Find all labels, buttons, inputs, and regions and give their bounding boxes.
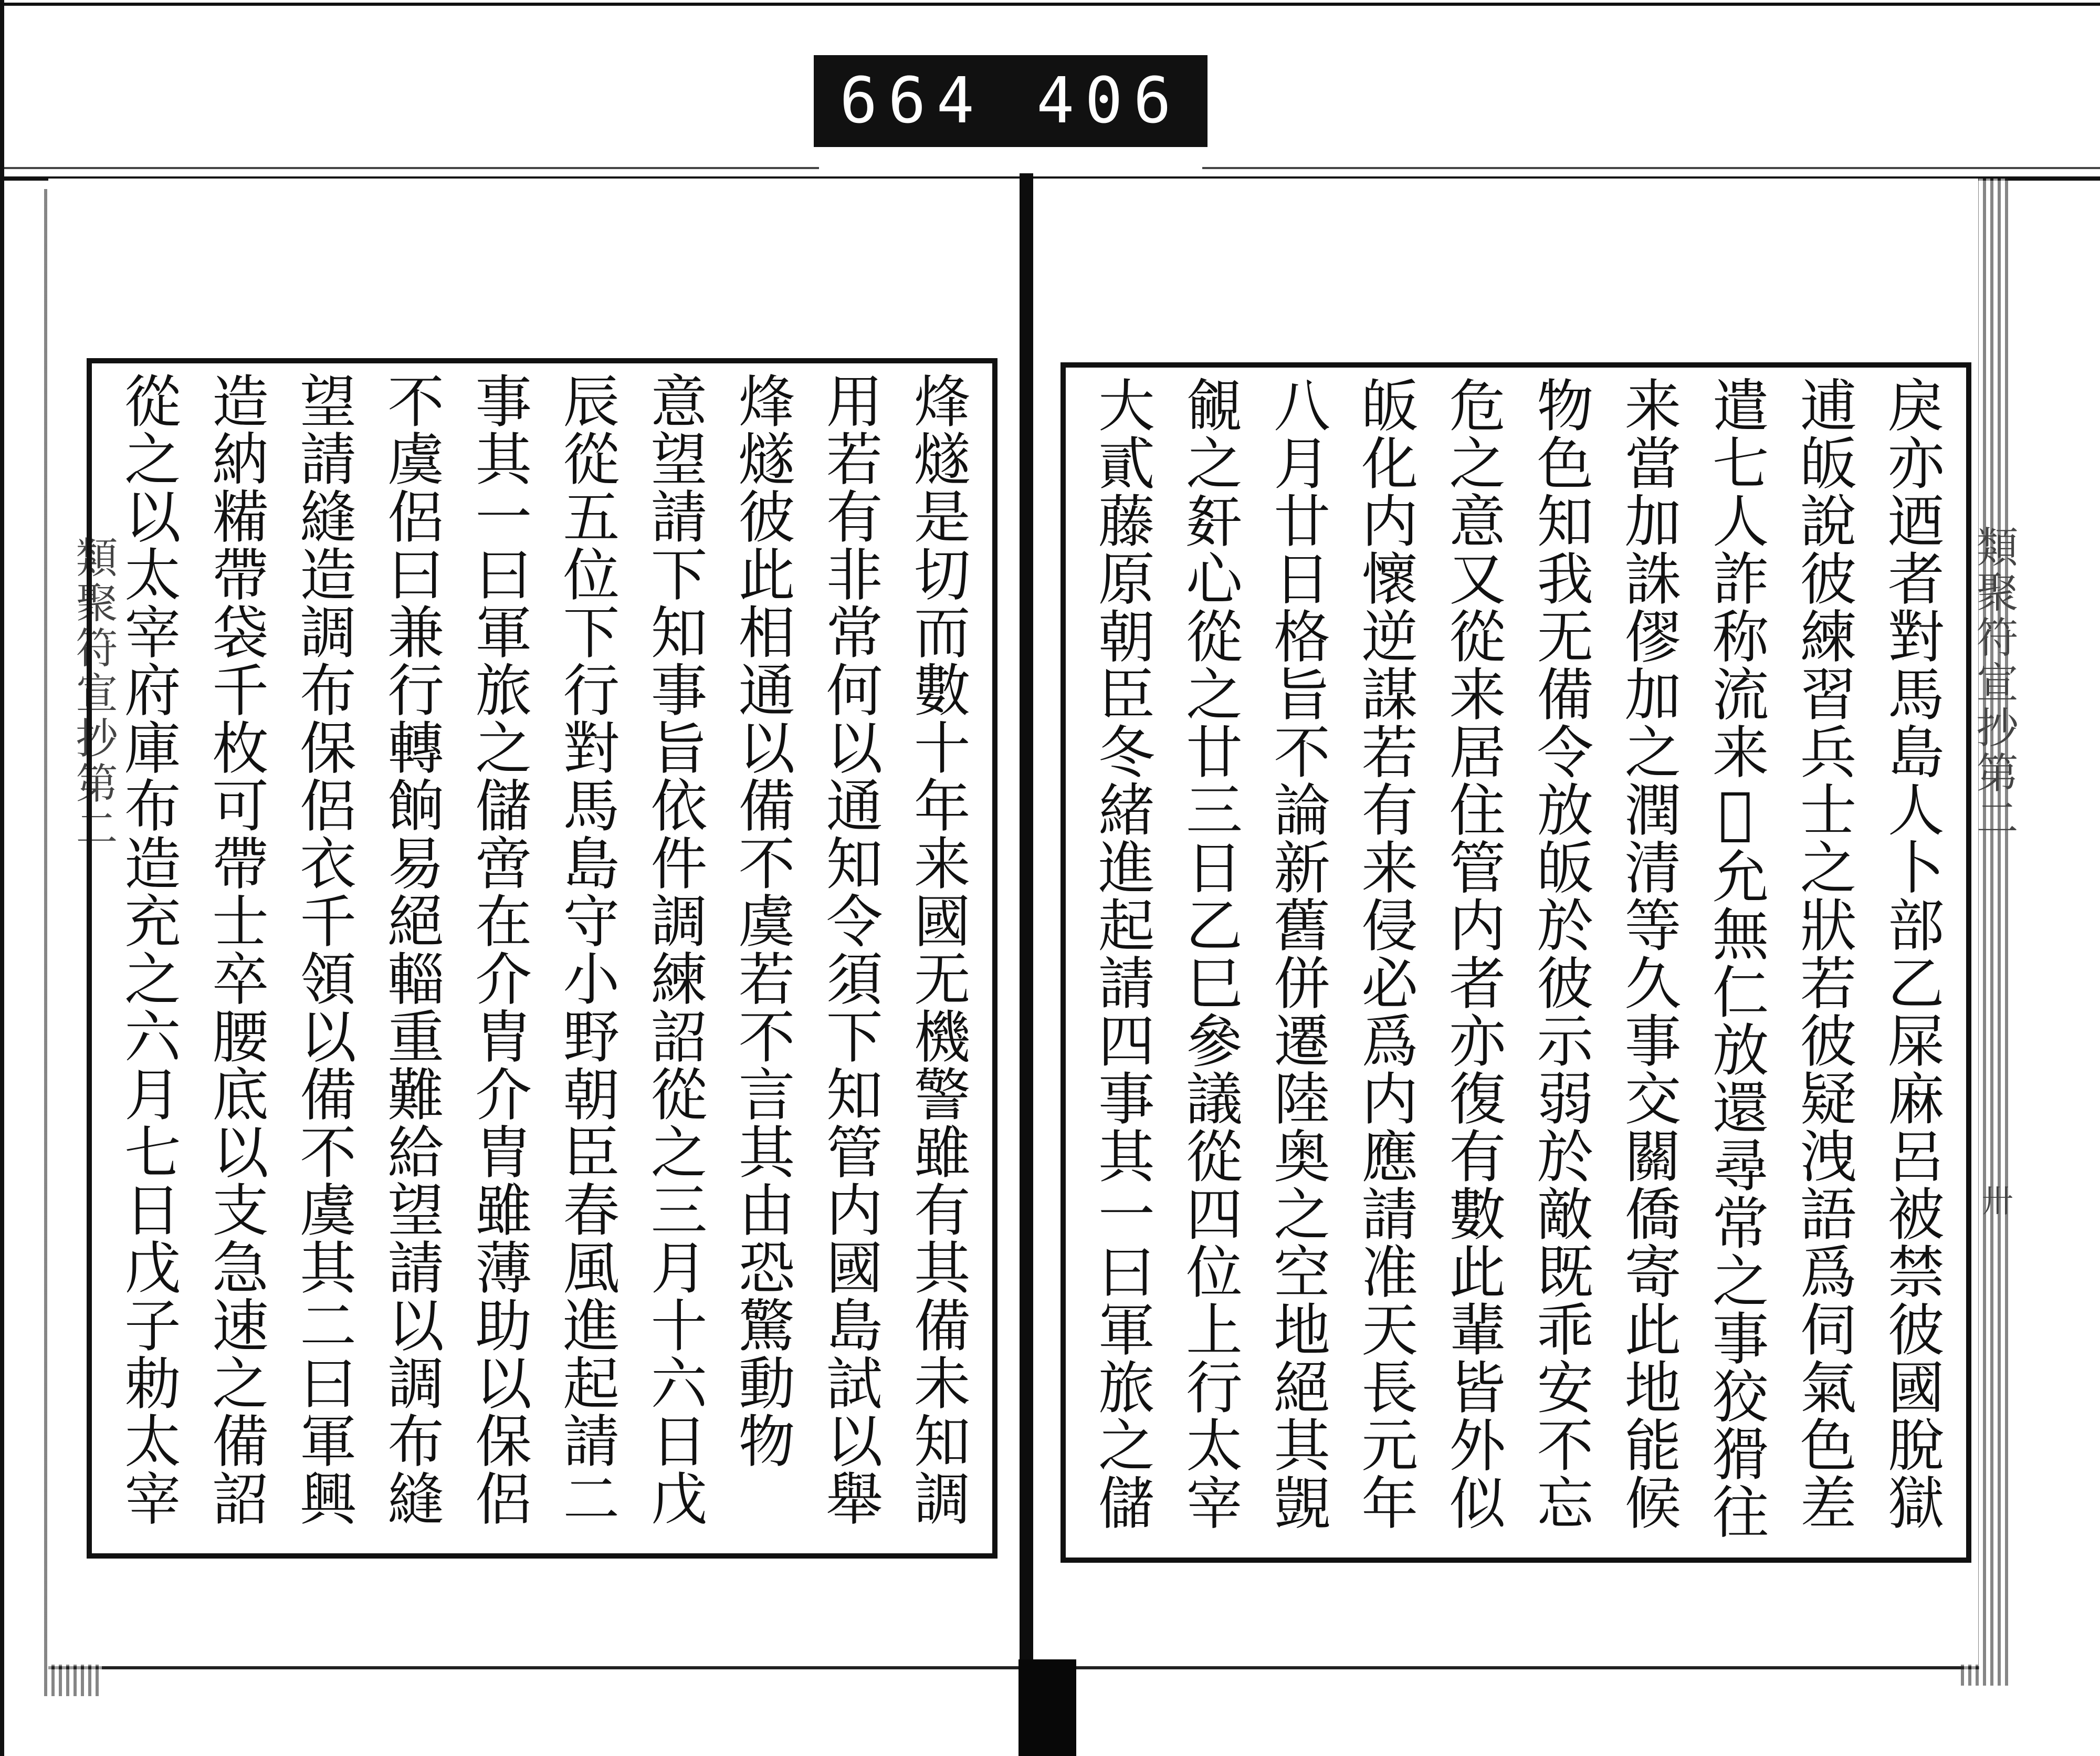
right-margin-title: 類聚符宣抄第二	[1969, 525, 2018, 841]
text-column: 戾亦迺者對馬島人卜部乙屎麻呂被禁彼國脫獄	[1878, 376, 1944, 1531]
text-column: 不虞侶曰兼行轉餉易絕輜重難給望請以調布縫	[377, 372, 444, 1527]
text-column: 八月廿日格旨不論新舊併遷陸奥之空地絕其覬	[1264, 376, 1330, 1531]
text-column: 烽燧彼此相通以備不虞若不言其由恐驚動物	[729, 372, 795, 1469]
text-column: 從之以太宰府庫布造充之六月七日戊子勅太宰	[114, 372, 181, 1527]
book-spine	[1020, 173, 1033, 1756]
text-column: 烽燧是切而數十年来國无機警雖有其備未知調	[904, 372, 970, 1527]
text-column: 覦之姧心從之廿三日乙巳參議從四位上行太宰	[1176, 376, 1242, 1531]
archive-number-right: 406	[1036, 65, 1182, 138]
text-column: 危之意又從来居住管内者亦復有數此輩皆外似	[1439, 376, 1505, 1531]
text-column: 大貳藤原朝臣冬緒進起請四事其一曰軍旅之儲	[1088, 376, 1154, 1531]
book-spine-binding	[1018, 1659, 1076, 1756]
text-column: 辰從五位下行對馬島守小野朝臣春風進起請二	[553, 372, 619, 1527]
archive-number-label	[814, 55, 1208, 147]
text-column: 望請縫造調布保侶衣千領以備不虞其二曰軍興	[290, 372, 356, 1527]
right-folio: 卅	[1982, 1183, 2013, 1220]
text-column: 造納糒帶袋千枚可帶士卒腰底以支急速之備詔	[202, 372, 268, 1527]
archive-number-left: 664	[839, 65, 985, 138]
text-column: 来當加誅僇加之潤清等久事交關僑寄此地能候	[1614, 376, 1681, 1531]
text-column: 逋皈說彼練習兵士之狀若彼疑洩語爲伺氣色差	[1790, 376, 1856, 1531]
text-column: 事其一曰軍旅之儲啻在介胄介胄雖薄助以保侶	[465, 372, 531, 1527]
text-column: 物色知我无備令放皈於彼示弱於敵既乖安不忘	[1527, 376, 1593, 1531]
text-column: 遣七人詐称流来𫅒允無仁放還尋常之事狡猾往	[1703, 376, 1769, 1540]
right-text-frame	[1060, 362, 1971, 1563]
left-text-frame	[87, 358, 998, 1559]
text-column: 皈化内懷逆謀若有来侵必爲内應請准天長元年	[1351, 376, 1418, 1531]
left-margin-title: 類聚符宣抄第二	[69, 536, 118, 852]
text-column: 意望請下知事旨依件調練詔從之三月十六日戊	[640, 372, 707, 1527]
text-column: 用若有非常何以通知令須下知管内國島試以舉	[816, 372, 883, 1527]
